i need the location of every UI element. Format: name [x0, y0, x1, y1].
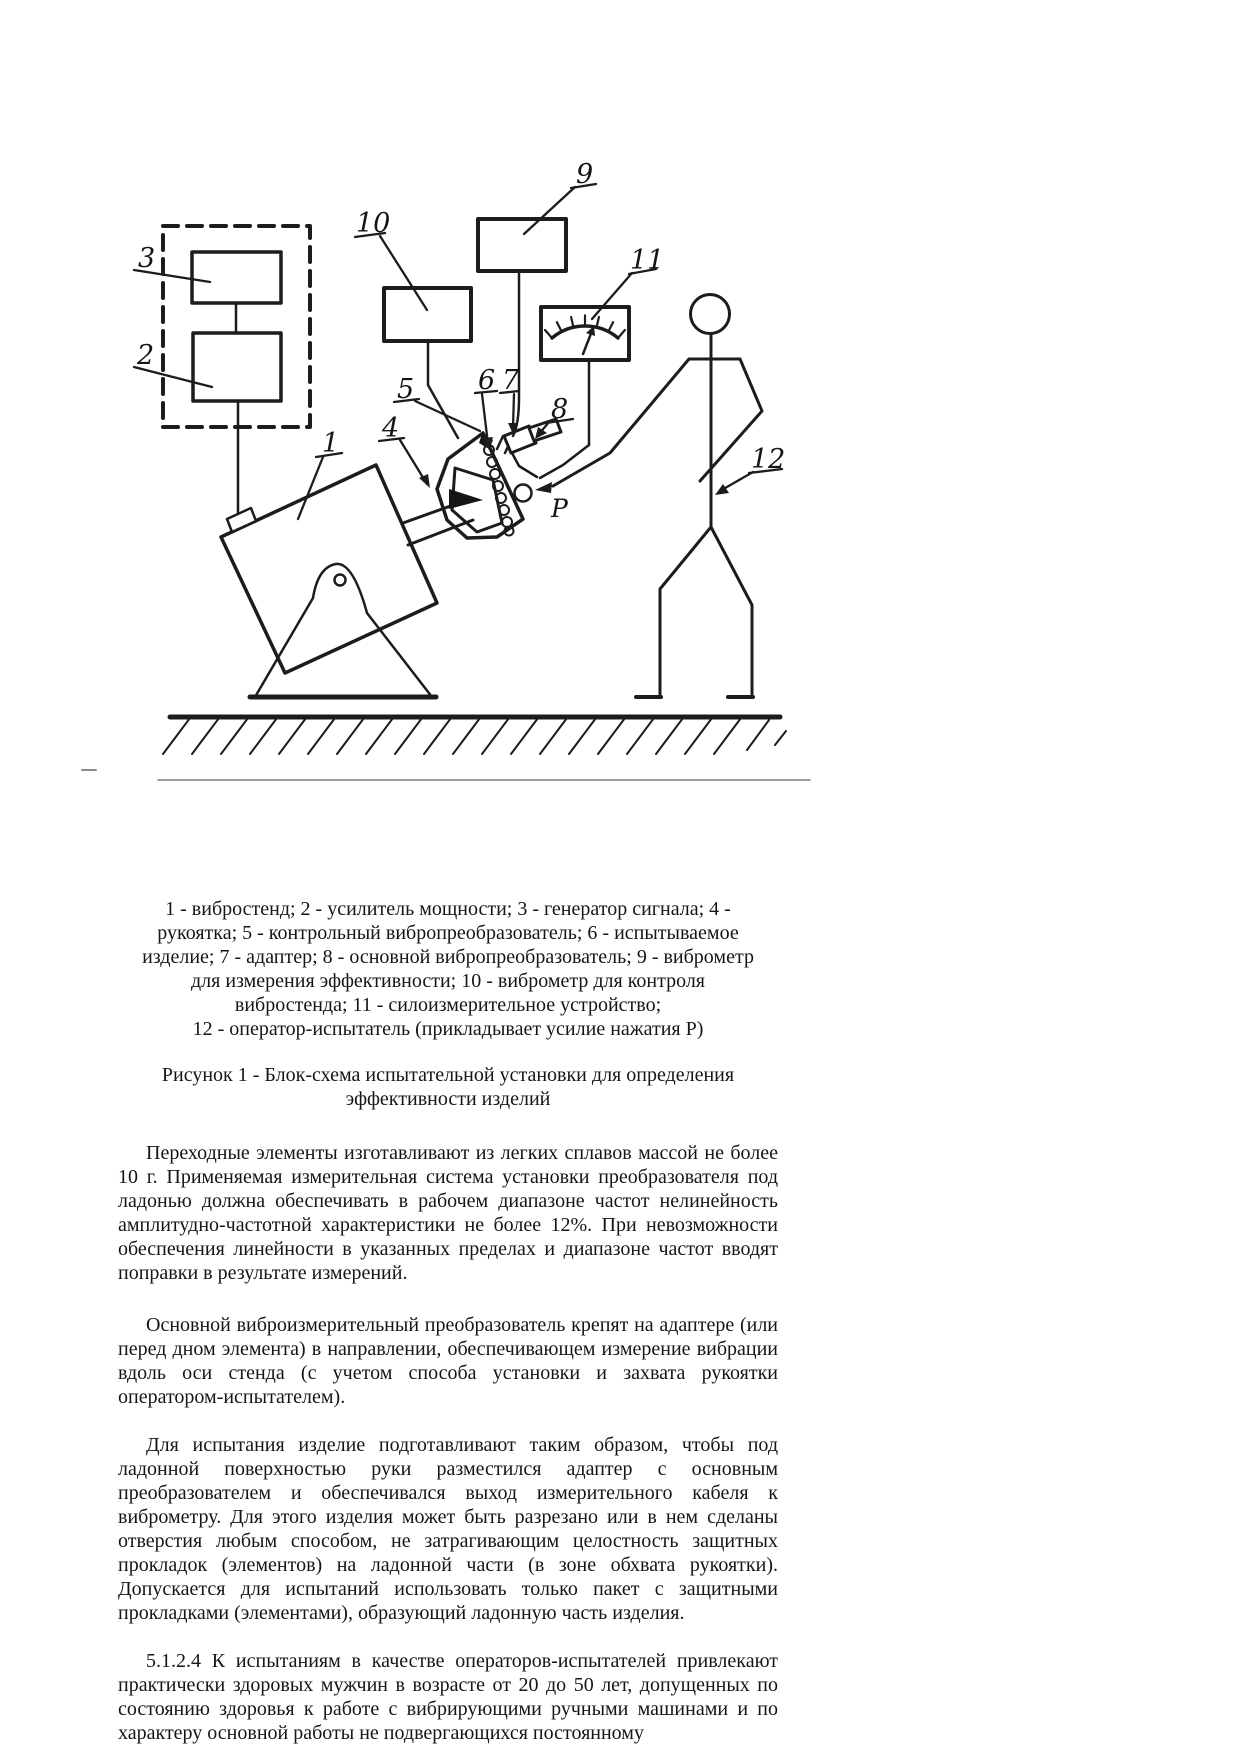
force-label: P — [551, 494, 568, 523]
hand-bracket — [512, 453, 537, 477]
operator-left-leg — [660, 527, 711, 694]
vibration-direction-arrow — [449, 489, 483, 509]
legend-line: изделие; 7 - адаптер; 8 - основной вибропреобразователь; 9 - виброметр — [142, 946, 754, 968]
callout-2: 2 — [137, 340, 155, 371]
operator-near-arm — [553, 359, 689, 486]
adapter-stem-left — [497, 436, 503, 449]
operator-head — [691, 295, 730, 334]
paragraph-transition-elements: Переходные элементы изготавливают из легких сплавов массой не более 10 г. Применяемая измерительная система установки преобразователя под ладонью должна обеспечивать в рабочем диапазоне частот нелинейность амплитудно-частотной характеристики не более 12%. При невозможности обеспечения линейности в указанных пределах и диапазоне частот вводят поправки в результате измерений. — [118, 1142, 778, 1284]
callout-11: 11 — [630, 245, 665, 276]
operator-right-leg — [711, 527, 752, 694]
force-device-link — [540, 445, 589, 478]
callout-5: 5 — [397, 374, 415, 405]
figure-diagram — [0, 0, 1240, 810]
legend-line: рукоятка; 5 - контрольный вибропреобразователь; 6 - испытываемое — [157, 922, 739, 944]
figure-title — [120, 1063, 776, 1111]
signal-generator-box — [192, 252, 281, 303]
cable-connector-box — [227, 508, 256, 532]
callout-6: 6 — [478, 365, 496, 396]
efficiency-vibrometer-box — [478, 219, 566, 271]
paragraph-main-transducer: Основной виброизмерительный преобразователь крепят на адаптере (или перед дном элемента) в направлении, обеспечивающем измерение вибрации вдоль оси стенда (с учетом способа установки и захвата рукоятки оператором-испытателем). — [118, 1314, 778, 1408]
control-vibrometer-box — [384, 288, 471, 341]
legend-line: 12 - оператор-испытатель (прикладывает усилие нажатия Р) — [192, 1018, 704, 1040]
operator-figure — [535, 295, 762, 698]
callout-10: 10 — [356, 208, 391, 239]
paragraph-operators-requirements: 5.1.2.4 К испытаниям в качестве операторов-испытателей привлекают практически здоровых мужчин в возрасте от 20 до 50 лет, допущенных по состоянию здоровья к работе с вибрирующими ручными машинами и по характеру основной работы не подвергающихся постоянному — [118, 1650, 778, 1744]
callout-7: 7 — [502, 365, 520, 396]
meter-dial — [545, 315, 625, 354]
callout-9: 9 — [576, 159, 594, 190]
legend-line: вибростенда; 11 - силоизмерительное устройство; — [234, 994, 662, 1016]
hand-force-arrowhead — [535, 482, 552, 493]
power-amplifier-box — [193, 333, 281, 401]
paragraph-test-preparation: Для испытания изделие подготавливают таким образом, чтобы под ладонной поверхностью руки разместился адаптер с основным преобразователем и обеспечивался выход измерительного кабеля к виброметру. Для этого изделия может быть разрезано или в нем сделаны отверстия любым способом, не затрагивающим целостность защитных прокладок (элементов) на ладонной части (в зоне обхвата рукоятки). Допускается для испытаний использовать только пакет с защитными прокладками (элементами), образующий ладонную часть изделия. — [118, 1434, 778, 1624]
force-ball — [515, 485, 532, 502]
callout-4: 4 — [382, 413, 400, 444]
vibration-stand-body — [221, 465, 437, 673]
callout-8: 8 — [551, 394, 569, 425]
legend-line: 1 - вибростенд; 2 - усилитель мощности; 3 - генератор сигнала; 4 - — [165, 898, 731, 920]
control-vibrometer-cable — [428, 341, 458, 438]
callout-3: 3 — [138, 243, 156, 274]
figure-legend — [120, 897, 776, 1041]
figure-title-line: Рисунок 1 - Блок-схема испытательной установки для определения — [161, 1064, 735, 1086]
pivot-hole — [335, 575, 346, 586]
callout-1: 1 — [322, 428, 340, 459]
figure-title-line: эффективности изделий — [345, 1088, 551, 1110]
legend-line: для измерения эффективности; 10 - виброметр для контроля — [190, 970, 706, 992]
ground-hatching — [163, 718, 786, 754]
callout-12: 12 — [751, 444, 786, 475]
